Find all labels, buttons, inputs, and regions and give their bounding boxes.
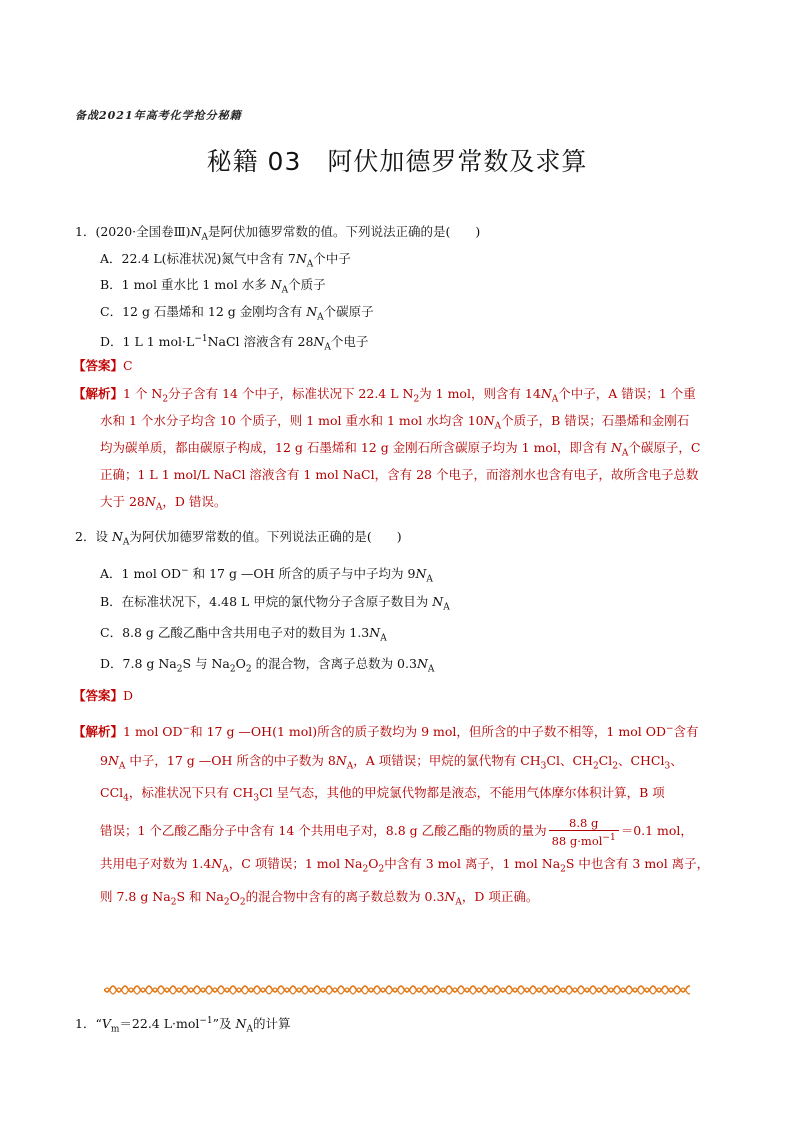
q1-analysis-line3: 均为碳单质，都由碳原子构成，12 g 石墨烯和 12 g 金刚石所含碳原子均为 1 mol，即含有 $N_A$个碳原子，C xyxy=(100,440,701,459)
q2-stem: 2．设 $N_A$为阿伏加德罗常数的值。下列说法正确的是( ) xyxy=(75,529,402,548)
q2-analysis-line1: 【解析】1 mol OD−和 17 g —OH(1 mol)所含的质子数均为 9 mol，但所含的中子数不相等，1 mol OD−含有 xyxy=(73,724,699,740)
q1-option-d: D．1 L 1 $mol\cdot L^{-1}NaCl$ 溶液含有 $28N_A$个电子 xyxy=(100,334,369,353)
q1-option-c: C．12 g 石墨烯和 12 g 金刚均含有 $N_A$个碳原子 xyxy=(100,304,374,323)
q2-option-d: D．7.8 g $Na_2S$ 与 $Na_2O_2$ 的混合物，含离子总数为 $0.3N_A$ xyxy=(100,656,435,675)
series-note: 备战2021年高考化学抢分秘籍 xyxy=(75,109,242,122)
q2-option-c: C．8.8 g 乙酸乙酯中含共用电子对的数目为 $1.3N_A$ xyxy=(100,625,387,644)
q2-analysis-line6: 则 7.8 g $Na_2S$ 和 $Na_2O_2$的混合物中含有的离子数总数为 $0.3N_A$，D 项正确。 xyxy=(100,889,539,908)
q2-answer: 【答案】D xyxy=(73,688,134,703)
q1-stem: 1．(2020·全国卷$Ⅲ)N_A$是阿伏加德罗常数的值。下列说法正确的是( ) xyxy=(75,224,481,243)
mole-fraction: $\frac{8.8 g}{88 g\cdot mol^{-1}}$ xyxy=(549,816,619,848)
q2-analysis-line3: CCl$_4$，标准状况下只有 $CH_3Cl$ 呈气态，其他的甲烷氯代物都是液态，不能用气体摩尔体积计算，B 项 xyxy=(100,785,665,804)
q2-analysis-line4: 错误；1 个乙酸乙酯分子中含有 14 个共用电子对，8.8 g 乙酸乙酯的物质的量为 $\frac{8.8 g}{88 g\cdot mol^{-1}}$ ＝0.1 mol， xyxy=(100,815,693,848)
q1-option-a: A．22.4 L(标准状况)氮气中含有 $7N_A$个中子 xyxy=(100,251,351,270)
q1-answer: 【答案】C xyxy=(73,358,133,373)
section-item-1: 1．“$V_m=22.4$ L·mol$^{-1}$”及 $N_A$的计算 xyxy=(75,1016,291,1035)
q2-option-b: B．在标准状况下，4.48 L 甲烷的氯代物分子含原子数目为 $N_A$ xyxy=(100,594,450,613)
page-title: 秘籍 03 阿伏加德罗常数及求算 xyxy=(206,147,588,176)
q1-analysis-line4: 正确；1 L 1 mol/L NaCl 溶液含有 1 mol NaCl，含有 28 个电子，而溶剂水也含有电子，故所含电子总数 xyxy=(100,467,699,482)
q1-analysis-line1: 【解析】1 个 $N_2$分子含有 14 个中子，标准状况下 22.4 L $N_2$为 1 mol，则含有 $14N_A$个中子，A 错误；1 个重 xyxy=(73,386,696,405)
q1-analysis-line5: 大于 $28N_A$，D 错误。 xyxy=(100,494,227,513)
q2-option-a: A．1 mol OD− 和 17 g —OH 所含的质子与中子均为 $9N_A$ xyxy=(100,566,433,585)
q1-option-b: B．1 mol 重水比 1 mol 水多 $N_A$个质子 xyxy=(100,277,326,296)
wavy-divider xyxy=(104,983,690,997)
q2-analysis-line2: $9N_A$ 中子，17 g —OH 所含的中子数为 $8N_A$，A 项错误；甲烷的氯代物有 $CH_3Cl$、$CH_2Cl_2$、CHCl$_3$、 xyxy=(100,753,683,772)
q1-analysis-line2: 水和 1 个水分子均含 10 个质子，则 1 mol 重水和 1 mol 水均含 $10N_A$个质子，B 错误；石墨烯和金刚石 xyxy=(100,413,690,432)
q2-analysis-line5: 共用电子对数为 $1.4N_A$，C 项错误；1 mol $Na_2O_2$中含有 3 mol 离子，1 mol $Na_2S$ 中也含有 3 mol 离子， xyxy=(100,856,710,875)
